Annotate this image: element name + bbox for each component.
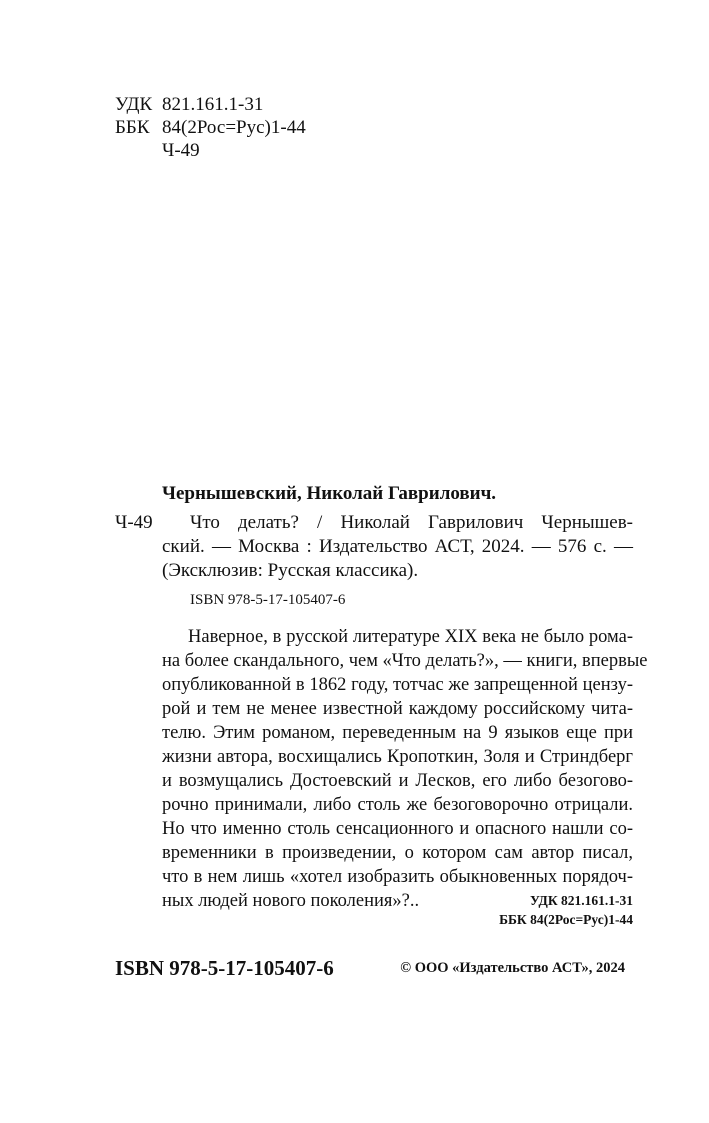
annotation-line: Но что именно столь сенсационного и опасного нашли со- [162, 819, 633, 839]
annotation-line: рой и тем не менее известной каждому российскому чита- [162, 699, 633, 719]
annotation-line: телю. Этим романом, переведенным на 9 языков еще при [162, 723, 633, 743]
udk-label: УДК [115, 94, 153, 115]
udk-value: 821.161.1-31 [162, 94, 264, 115]
annotation-line: ных людей нового поколения»?.. [162, 891, 420, 911]
bbk-value: 84(2Рос=Рус)1-44 [162, 117, 306, 138]
record-line: Что делать? / Николай Гаврилович Чернышев- [190, 512, 633, 533]
annotation-bbk: ББК 84(2Рос=Рус)1-44 [499, 912, 633, 927]
bbk-label: ББК [115, 117, 150, 138]
annotation-line: рочно принимали, либо столь же безоговорочно отрицали. [162, 795, 633, 815]
annotation-line: на более скандального, чем «Что делать?», — книги, впервые [162, 651, 648, 671]
author-sign: Ч-49 [115, 512, 153, 533]
footer-isbn: ISBN 978-5-17-105407-6 [115, 956, 334, 980]
record-line: ский. — Москва : Издательство АСТ, 2024. — 576 с. — [162, 536, 633, 557]
annotation-line: что в нем лишь «хотел изобразить обыкновенных порядоч- [162, 867, 633, 887]
author-heading: Чернышевский, Николай Гаврилович. [162, 483, 497, 504]
author-sign-top: Ч-49 [162, 140, 200, 161]
record-line: (Эксклюзив: Русская классика). [162, 560, 419, 581]
annotation-line: жизни автора, восхищались Кропоткин, Золя и Стриндберг [162, 747, 633, 767]
annotation-udk: УДК 821.161.1-31 [530, 893, 633, 908]
record-isbn: ISBN 978-5-17-105407-6 [190, 592, 346, 608]
annotation-line: и возмущались Достоевский и Лесков, его либо безогово- [162, 771, 633, 791]
footer-copyright: © ООО «Издательство АСТ», 2024 [400, 960, 625, 976]
annotation-line: временники в произведении, о котором сам автор писал, [162, 843, 633, 863]
annotation-line: Наверное, в русской литературе XIX века не было рома- [188, 627, 633, 647]
annotation-line: опубликованной в 1862 году, тотчас же запрещенной цензу- [162, 675, 633, 695]
